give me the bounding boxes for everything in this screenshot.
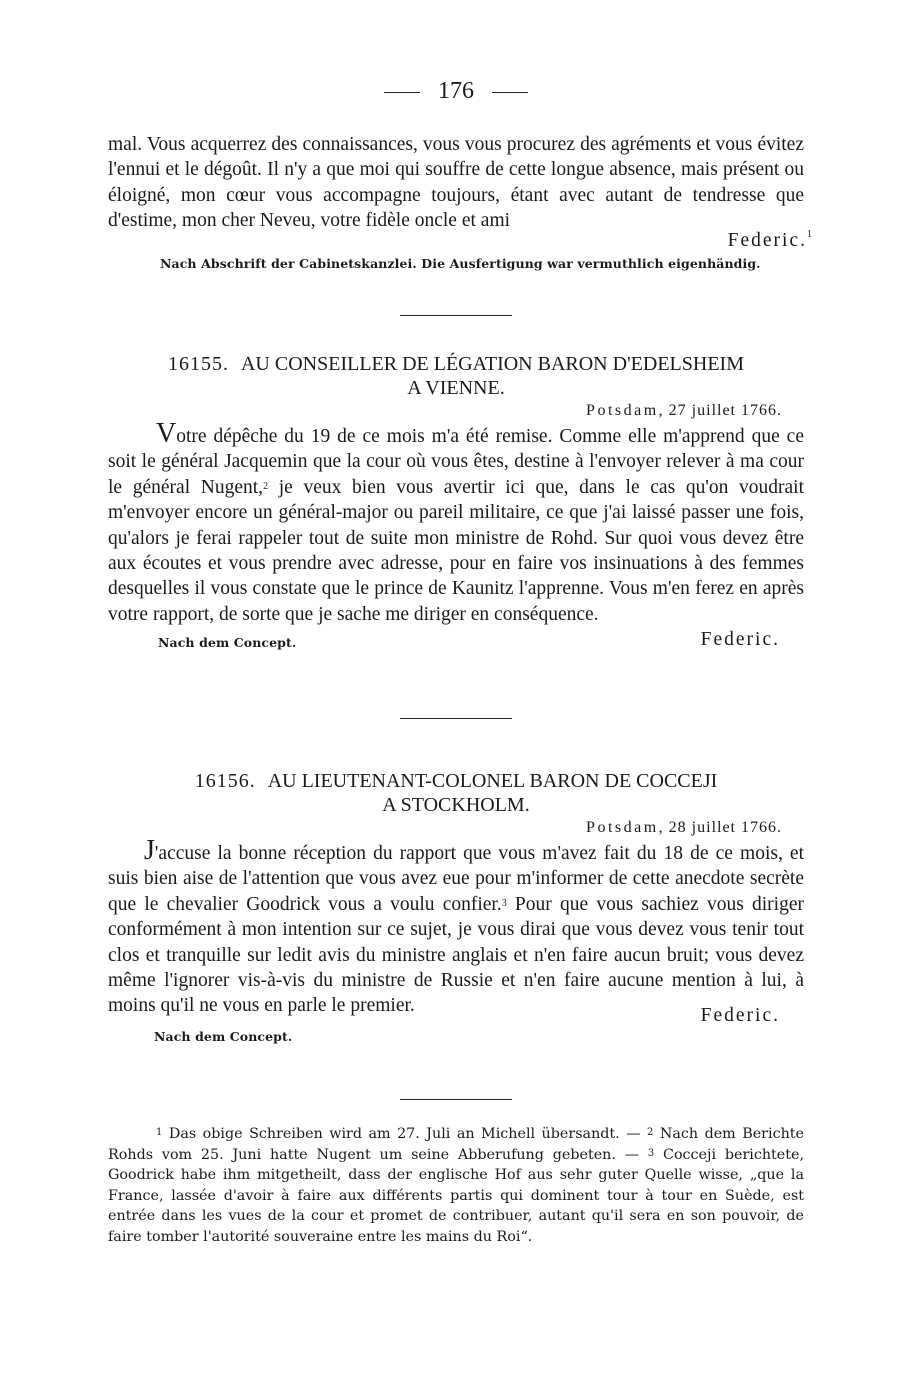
letter-footer <box>108 1004 804 1044</box>
letter-heading <box>108 769 804 817</box>
signature: Federic. <box>727 229 807 251</box>
continuation-text: mal. Vous acquerrez des connaissances, vous vous procurez des agréments et vous évitez l'ennui et le dégoût. Il n'y a que moi qui souffre de cette longue absence, mais présent ou éloigné, mon cœur vous accompagne toujours, étant avec autant de tendresse que d'estime, mon cher Neveu, votre fidèle oncle et ami <box>108 134 804 232</box>
footnote-mark: 2 <box>646 1127 654 1138</box>
heading-line1: AU LIEUTENANT-COLONEL BARON DE COCCEJI <box>267 770 718 792</box>
heading-line2: A STOCKHOLM. <box>382 794 530 816</box>
letter-number: 16155. <box>167 353 229 375</box>
initial-letter: J <box>144 835 155 866</box>
place: Potsdam <box>586 819 659 836</box>
dateline <box>108 819 782 837</box>
letter-body <box>108 418 804 627</box>
footnote-mark: 1 <box>156 1127 163 1138</box>
signature: Federic. <box>700 629 780 651</box>
heading-line2: A VIENNE. <box>407 377 505 399</box>
footnotes <box>108 1124 804 1247</box>
footnote-ref: 1 <box>807 228 814 240</box>
separator-rule <box>400 315 512 316</box>
letter-16156 <box>108 769 804 1043</box>
letter-heading <box>108 352 804 400</box>
page-number: 176 <box>438 78 474 104</box>
separator-rule <box>400 1099 512 1100</box>
footnote-text: Nach dem Berichte Rohds vom 25. Juni hatte Nugent um seine Abberufung gebeten. — <box>108 1126 805 1163</box>
dash-left <box>384 92 420 93</box>
date: , 28 juillet 1766. <box>658 819 782 836</box>
footnote-text: Das obige Schreiben wird am 27. Juli an Michell übersandt. — <box>168 1126 647 1142</box>
letter-body <box>108 835 804 1019</box>
source-note: Nach dem Concept. <box>154 1028 293 1044</box>
source-note: Nach Abschrift der Cabinetskanzlei. Die Ausfertigung war vermuthlich eigenhändig. <box>160 255 761 271</box>
footnote-ref: 3 <box>501 897 507 909</box>
heading-line1: AU CONSEILLER DE LÉGATION BARON D'EDELSHEIM <box>240 353 744 375</box>
letter-text-cont: Pour que vous sachiez vous diriger conformément à mon intention sur ce sujet, je vous dirai que vous devez vous tenir tout clos et tranquille sur ledit avis du ministre anglais et n'en faire aucun bruit; vous devez même l'ignorer vis-à-vis du ministre de Russie et n'en faire aucune mention à lui, à moins qu'il ne vous en parle le premier. <box>108 893 804 1017</box>
letter-text-cont: je veux bien vous avertir ici que, dans le cas qu'on voudrait m'envoyer encore un général-major ou pareil militaire, ce que j'ai laissé passer une fois, qu'alors je ferai rappeler tout de suite mon ministre de Rohd. Sur quoi vous devez être aux écoutes et vous prendre avec adresse, pour en faire vos insinuations à des femmes desquelles il vous constate que le prince de Kaunitz l'apprenne. Vous m'en ferez en après votre rapport, de sorte que je sache me diriger en conséquence. <box>108 476 804 625</box>
dateline <box>108 402 782 420</box>
letter-text: 'accuse la bonne réception du rapport que vous m'avez fait du 18 de ce mois, et suis bien aise de l'attention que vous avez eue pour m'informer de cette anecdote secrète que le chevalier Goodrick vous a voulu confier. <box>108 843 804 915</box>
page-number-row <box>108 78 804 108</box>
letter-text: otre dépêche du 19 de ce mois m'a été remise. Comme elle m'apprend que ce soit le général Jacquemin que la cour où vous êtes, destine à l'envoyer relever à ma cour le général Nugent, <box>108 426 804 498</box>
letter-number: 16156. <box>194 770 256 792</box>
letter-16155 <box>108 352 804 653</box>
place: Potsdam <box>586 402 659 419</box>
initial-letter: V <box>156 418 177 449</box>
signature: Federic. <box>700 1004 780 1026</box>
separator-rule <box>400 718 512 719</box>
footnote-ref: 2 <box>263 480 269 492</box>
letter-footer <box>108 629 804 653</box>
continuation-block <box>108 132 814 271</box>
footnote-text: Cocceji berichtete, Goodrick habe ihm mitgetheilt, dass der englische Hof aus sehr guter Quelle wisse, „que la France, lassée d'avoir à faire aux différents partis qui dominent tour à tour en Suède, est entrée dans les vues de la cour et promet de contribuer, autant qu'il sera en son pouvoir, de faire tomber l'autorité souveraine entre les mains du Roi“. <box>108 1146 805 1245</box>
dash-right <box>492 92 528 93</box>
source-note: Nach dem Concept. <box>158 635 297 651</box>
footnote-mark: 3 <box>647 1147 655 1159</box>
date: , 27 juillet 1766. <box>658 402 782 419</box>
